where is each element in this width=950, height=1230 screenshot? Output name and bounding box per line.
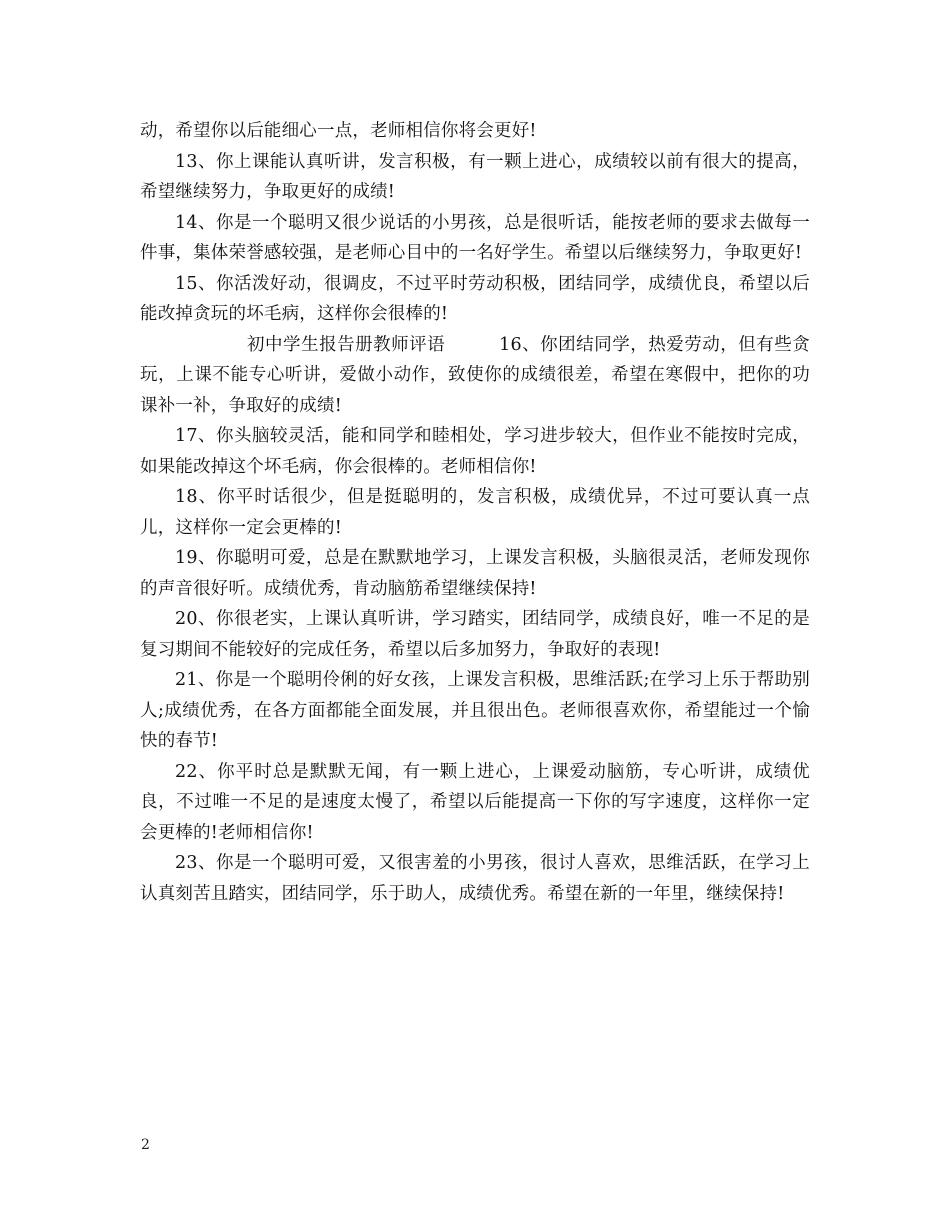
document-body: [140, 116, 810, 909]
paragraph-20: 20、你很老实，上课认真听讲，学习踏实，团结同学，成绩良好，唯一不足的是复习期间不能较好的完成任务，希望以后多加努力，争取好的表现!: [140, 609, 810, 660]
paragraph-13: 13、你上课能认真听讲，发言积极，有一颗上进心，成绩较以前有很大的提高，希望继续努力，争取更好的成绩!: [140, 151, 810, 202]
paragraph-15: 15、你活泼好动，很调皮，不过平时劳动积极，团结同学，成绩优良，希望以后能改掉贪玩的坏毛病，这样你会很棒的!: [140, 273, 810, 324]
paragraph-17: 17、你头脑较灵活，能和同学和睦相处，学习进步较大，但作业不能按时完成，如果能改掉这个坏毛病，你会很棒的。老师相信你!: [140, 426, 810, 477]
paragraph-23: 23、你是一个聪明可爱，又很害羞的小男孩，很讨人喜欢，思维活跃，在学习上认真刻苦且踏实，团结同学，乐于助人，成绩优秀。希望在新的一年里，继续保持!: [140, 853, 810, 904]
paragraph-18: 18、你平时话很少，但是挺聪明的，发言积极，成绩优异，不过可要认真一点儿，这样你一定会更棒的!: [140, 487, 810, 538]
paragraph-21: 21、你是一个聪明伶俐的好女孩，上课发言积极，思维活跃;在学习上乐于帮助别人;成绩优秀，在各方面都能全面发展，并且很出色。老师很喜欢你，希望能过一个愉快的春节!: [140, 670, 810, 751]
paragraph-0: 动，希望你以后能细心一点，老师相信你将会更好!: [140, 121, 537, 141]
paragraph-14: 14、你是一个聪明又很少说话的小男孩，总是很听话，能按老师的要求去做每一件事，集体荣誉感较强，是老师心目中的一名好学生。希望以后继续努力，争取更好!: [140, 212, 810, 263]
paragraph-22: 22、你平时总是默默无闻，有一颗上进心，上课爱动脑筋，专心听讲，成绩优良，不过唯一不足的是速度太慢了，希望以后能提高一下你的写字速度，这样你一定会更棒的!老师相信你!: [140, 761, 810, 843]
page-number: 2: [141, 1137, 150, 1153]
paragraph-19: 19、你聪明可爱，总是在默默地学习，上课发言积极，头脑很灵活，老师发现你的声音很好听。成绩优秀，肯动脑筋希望继续保持!: [140, 548, 810, 599]
paragraph-16: 初中学生报告册教师评语 16、你团结同学，热爱劳动，但有些贪玩，上课不能专心听讲，爱做小动作，致使你的成绩很差，希望在寒假中，把你的功课补一补，争取好的成绩!: [140, 334, 810, 416]
